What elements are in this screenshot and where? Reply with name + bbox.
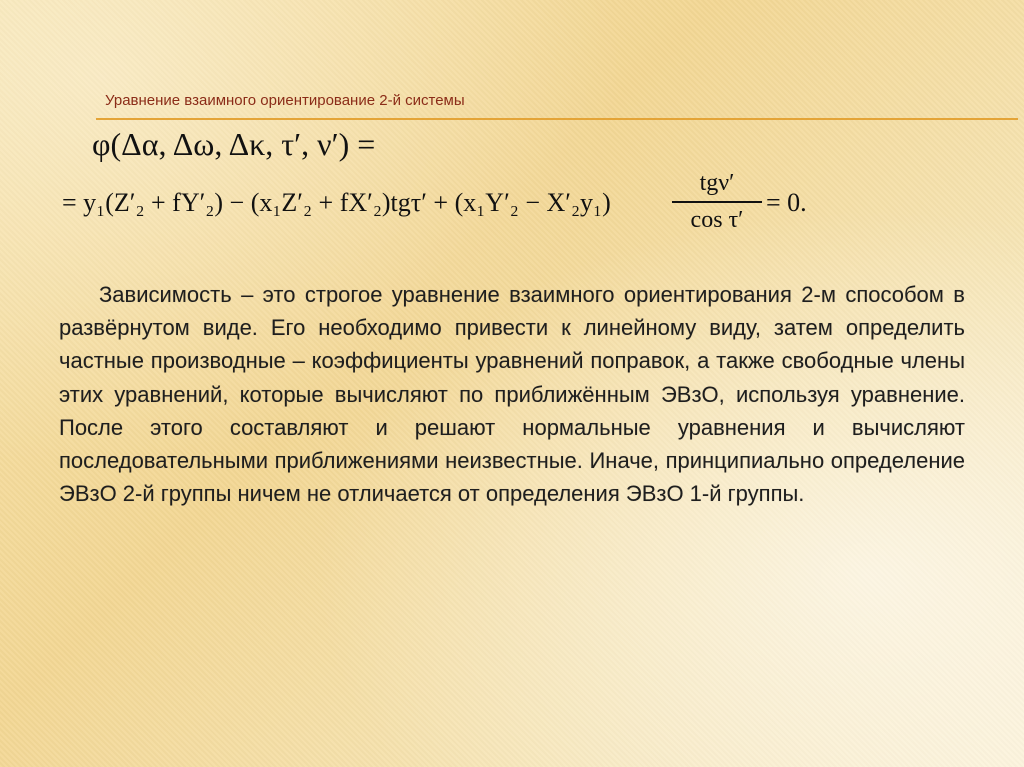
fraction-bar [672, 201, 762, 203]
body-paragraph: Зависимость – это строгое уравнение взаимного ориентирования 2-м способом в развёрнутом виде. Его необходимо привести к линейному виду, затем определить частные производные – коэффициенты уравнений поправок, а также свободные члены этих уравнений, которые вычисляют по приближённым ЭВзО, используя уравнение. После этого составляют и решают нормальные уравнения и вычисляют последовательными приближениями неизвестные. Иначе, принципиально определение ЭВзО 2-й группы ничем не отличается от определения ЭВзО 1-й группы. [59, 282, 965, 507]
fraction-numerator: tgν′ [699, 170, 735, 196]
title-divider [96, 118, 1018, 120]
formula-tail: = 0. [766, 188, 807, 217]
formula-fraction [672, 170, 762, 234]
slide-title: Уравнение взаимного ориентирование 2-й системы [105, 92, 465, 109]
formula-line-1: φ(Δα, Δω, Δκ, τ′, ν′) = [92, 126, 376, 162]
fraction-denominator: cos τ′ [690, 206, 744, 233]
formula-line-2: = y₁(Z′₂ + fY′₂) − (x₁Z′₂ + fX′₂)tgτ′ + (x₁Y′₂ − X′₂y₁) [62, 188, 611, 217]
